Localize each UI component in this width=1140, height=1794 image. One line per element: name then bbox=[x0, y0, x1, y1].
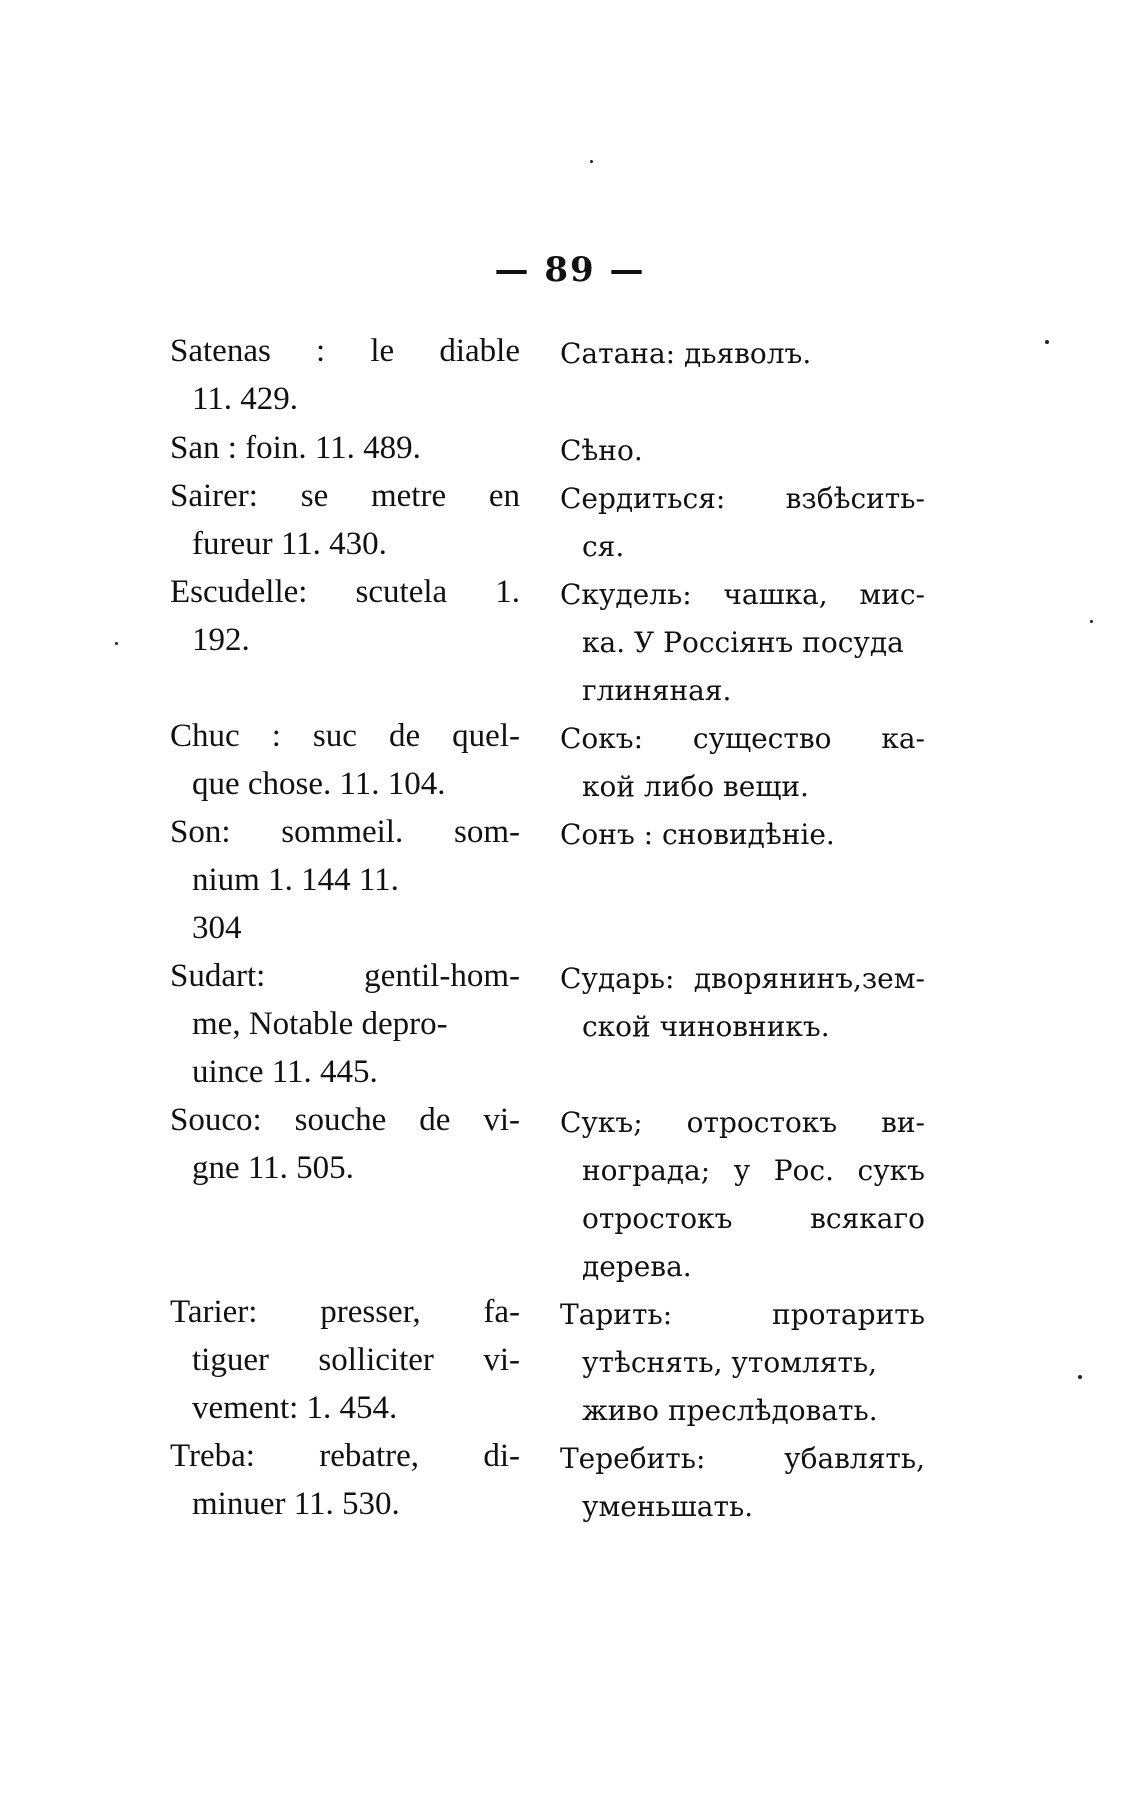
entry-russian: Теребить: убавлять, уменьшать. bbox=[560, 1442, 925, 1523]
entry-russian: Сатана: дьяволъ. bbox=[560, 337, 812, 370]
ink-speck bbox=[590, 160, 593, 163]
entry-russian: Сукъ; отростокъ ви- нограда; у Рос. сукъ отростокъ всякаго дерева. bbox=[560, 1106, 925, 1283]
entry-russian: Скудель: чашка, мис- ка. У Россіянъ посуда глиняная. bbox=[560, 578, 925, 707]
entry-french: Son: sommeil. som- nium 1. 144 11. 304 bbox=[170, 814, 520, 946]
entry-russian: Сонъ : сновидѣніе. bbox=[560, 818, 835, 851]
ink-speck bbox=[1045, 340, 1049, 344]
entry-french: San : foin. 11. 489. bbox=[170, 430, 421, 466]
entry-french: Sudart: gentil-hom- me, Notable depro- uince 11. 445. bbox=[170, 958, 520, 1090]
entry-french: Treba: rebatre, di- minuer 11. 530. bbox=[170, 1438, 520, 1522]
entry-russian: Сударь: дворянинъ,зем- ской чиновникъ. bbox=[560, 962, 925, 1043]
page-number: — 89 — bbox=[494, 250, 646, 290]
entry-russian: Сокъ: существо ка- кой либо вещи. bbox=[560, 722, 925, 803]
entry-russian: Сѣно. bbox=[560, 434, 643, 467]
ink-speck bbox=[1078, 1375, 1082, 1379]
entry-russian: Сердиться: взбѣсить- ся. bbox=[560, 482, 925, 563]
entry-french: Souco: souche de vi- gne 11. 505. bbox=[170, 1102, 520, 1186]
ink-speck bbox=[1090, 620, 1093, 623]
entry-russian: Тарить: протарить утѣснять, утомлять, живо преслѣдовать. bbox=[560, 1298, 925, 1427]
ink-speck bbox=[115, 642, 118, 645]
entry-french: Satenas : le diable 11. 429. bbox=[170, 333, 520, 417]
entry-french: Tarier: presser, fa- tiguer solliciter vi- vement: 1. 454. bbox=[170, 1294, 520, 1426]
entry-french: Escudelle: scutela 1. 192. bbox=[170, 574, 520, 658]
entry-french: Chuc : suc de quel- que chose. 11. 104. bbox=[170, 718, 520, 802]
entry-french: Sairer: se metre en fureur 11. 430. bbox=[170, 478, 520, 562]
